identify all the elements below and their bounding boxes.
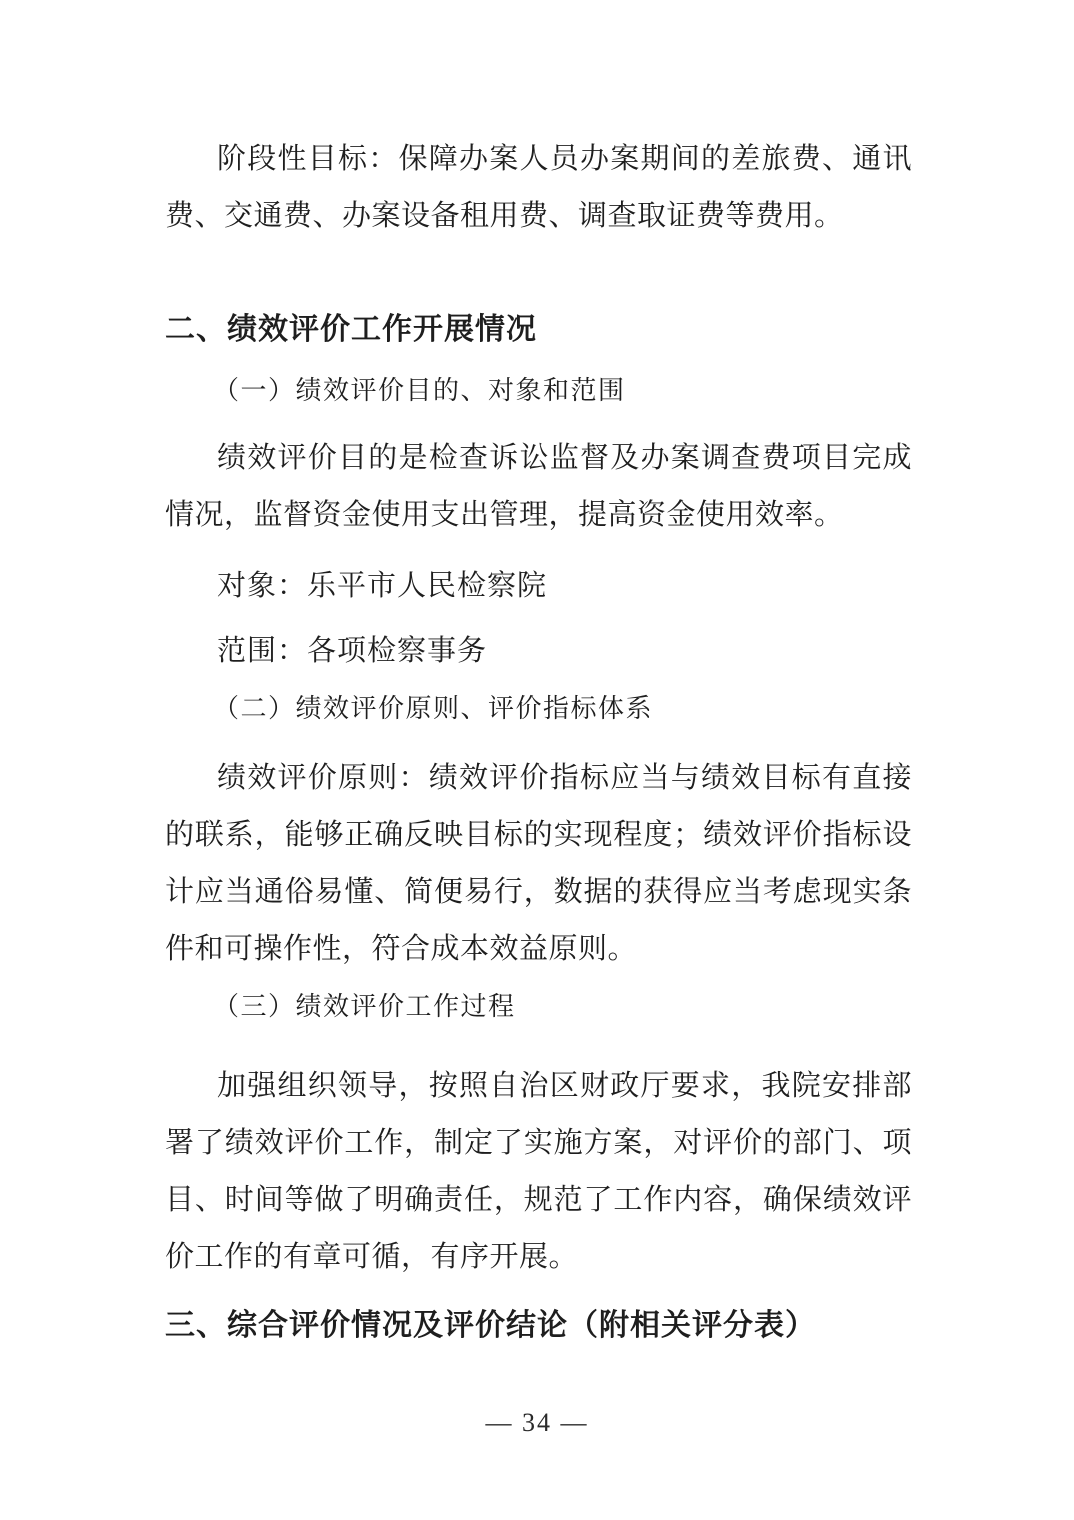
line-evaluation-object: 对象：乐平市人民检察院 (217, 570, 548, 602)
paragraph-evaluation-process: 加强组织领导，按照自治区财政厅要求，我院安排部署了绩效评价工作，制定了实施方案，对评价的部门、项目、时间等做了明确责任，规范了工作内容，确保绩效评价工作的有章可循，有序开展。 (165, 1070, 912, 1273)
section-2-1-subheading: （一）绩效评价目的、对象和范围 (213, 376, 626, 405)
paragraph-evaluation-principles: 绩效评价原则：绩效评价指标应当与绩效目标有直接的联系，能够正确反映目标的实现程度；绩效评价指标设计应当通俗易懂、简便易行，数据的获得应当考虑现实条件和可操作性，符合成本效益原则。 (165, 762, 912, 965)
section-2-heading: 二、绩效评价工作开展情况 (165, 313, 537, 346)
section-2-2-subheading: （二）绩效评价原则、评价指标体系 (213, 694, 654, 723)
section-2-3-subheading: （三）绩效评价工作过程 (213, 992, 516, 1021)
section-3-heading: 三、综合评价情况及评价结论（附相关评分表） (165, 1309, 816, 1342)
page-number: — 34 — (485, 1408, 589, 1437)
paragraph-evaluation-purpose: 绩效评价目的是检查诉讼监督及办案调查费项目完成情况，监督资金使用支出管理，提高资金使用效率。 (165, 442, 912, 531)
paragraph-stage-goal: 阶段性目标：保障办案人员办案期间的差旅费、通讯费、交通费、办案设备租用费、调查取证费等费用。 (165, 143, 912, 232)
document-content (165, 0, 912, 1354)
line-evaluation-scope: 范围：各项检察事务 (217, 635, 488, 667)
